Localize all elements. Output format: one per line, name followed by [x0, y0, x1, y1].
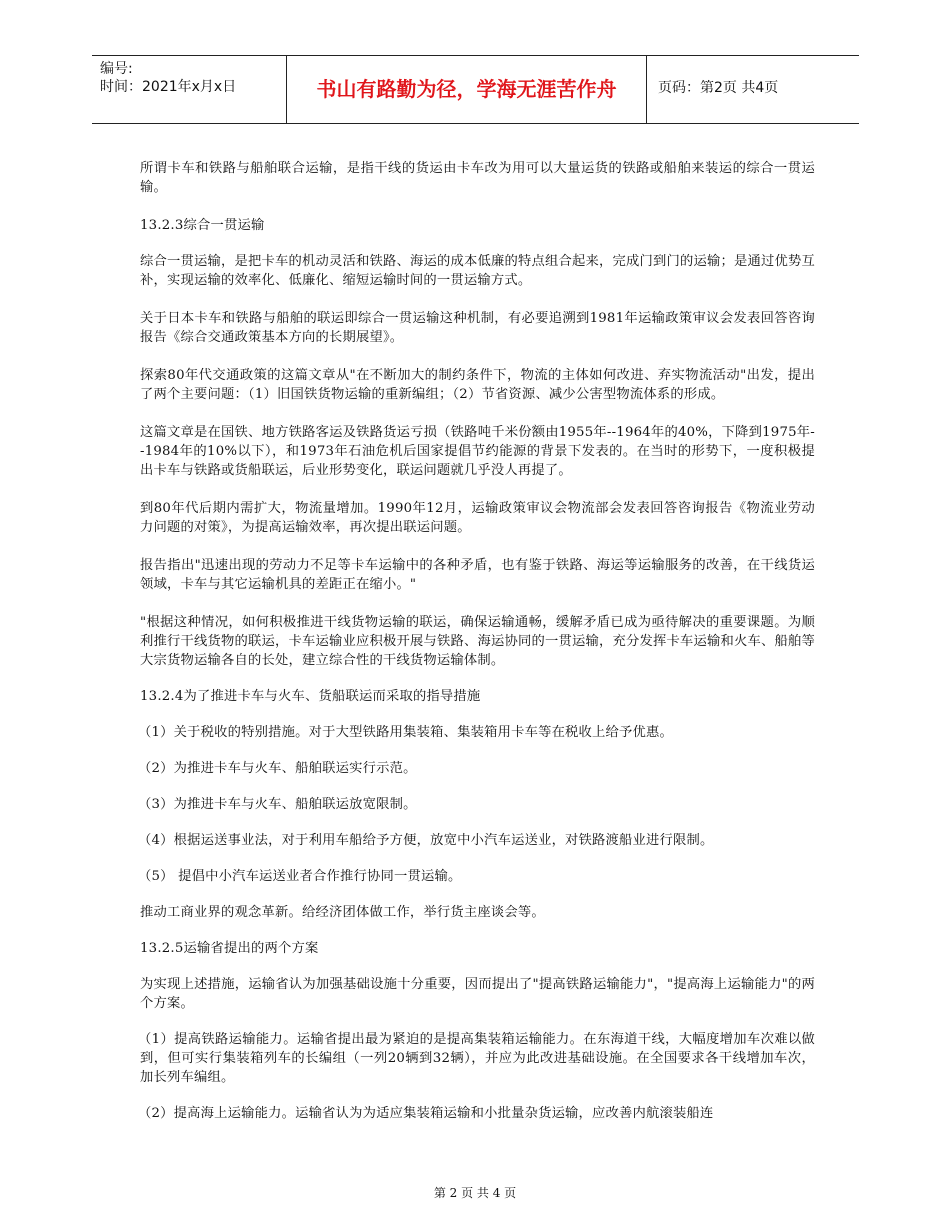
document-time-label: 时间：2021年x月x日: [100, 79, 237, 95]
header-meta: [100, 60, 236, 96]
paragraph: "根据这种情况，如何积极推进干线货物运输的联运，确保运输通畅，缓解矛盾已成为亟待解决的重要课题。为顺利推行干线货物的联运，卡车运输业应积极开展与铁路、海运协同的一贯运输，充分发挥卡车运输和火车、船舶等大宗货物运输各自的长处，建立综合性的干线货物运输体制。: [140, 615, 815, 668]
page-footer: 第 2 页 共 4 页: [433, 1186, 517, 1200]
paragraph: 探索80年代交通政策的这篇文章从"在不断加大的制约条件下，物流的主体如何改进、弃实物流活动"出发，提出了两个主要问题：（1）旧国铁货物运输的重新编组；（2）节省资源、减少公害型物流体系的形成。: [140, 368, 815, 402]
list-item: （1）关于税收的特别措施。对于大型铁路用集装箱、集装箱用卡车等在税收上给予优惠。: [138, 725, 674, 740]
paragraph: 为实现上述措施，运输省认为加强基础设施十分重要，因而提出了"提高铁路运输能力"，"提高海上运输能力"的两个方案。: [140, 977, 815, 1011]
section-heading: 13.2.5运输省提出的两个方案: [140, 941, 319, 956]
header-page-indicator: 页码：第2页 共4页: [658, 80, 779, 96]
list-item: （3）为推进卡车与火车、船舶联运放宽限制。: [138, 797, 417, 812]
page-header: [92, 55, 859, 124]
paragraph: 报告指出"迅速出现的劳动力不足等卡车运输中的各种矛盾，也有鉴于铁路、海运等运输服务的改善，在干线货运领域，卡车与其它运输机具的差距正在缩小。": [140, 558, 815, 592]
header-motto: 书山有路勤为径，学海无涯苦作舟: [316, 77, 617, 101]
header-divider: [646, 56, 647, 123]
paragraph: 综合一贯运输，是把卡车的机动灵活和铁路、海运的成本低廉的特点组合起来，完成门到门的运输；是通过优势互补，实现运输的效率化、低廉化、缩短运输时间的一贯运输方式。: [140, 254, 815, 288]
list-item: （5） 提倡中小汽车运送业者合作推行协同一贯运输。: [138, 869, 462, 884]
list-item: （2）为推进卡车与火车、船舶联运实行示范。: [138, 761, 417, 776]
paragraph: 到80年代后期内需扩大，物流量增加。1990年12月，运输政策审议会物流部会发表回答咨询报告《物流业劳动力问题的对策》，为提高运输效率，再次提出联运问题。: [140, 501, 815, 535]
section-heading: 13.2.4为了推进卡车与火车、货船联运而采取的指导措施: [140, 689, 481, 704]
paragraph: 关于日本卡车和铁路与船舶的联运即综合一贯运输这种机制，有必要追溯到1981年运输政策审议会发表回答咨询报告《综合交通政策基本方向的长期展望》。: [140, 311, 815, 345]
list-item: （4）根据运送事业法，对于利用车船给予方便，放宽中小汽车运送业，对铁路渡船业进行限制。: [138, 833, 714, 848]
list-item: （1）提高铁路运输能力。运输省提出最为紧迫的是提高集装箱运输能力。在东海道干线，大幅度增加车次难以做到，但可实行集装箱列车的长编组（一列20辆到32辆），并应为此改进基础设施。在全国要求各干线增加车次，加长列车编组。: [138, 1032, 815, 1085]
document-number-label: 编号:: [100, 61, 133, 77]
list-item: （2）提高海上运输能力。运输省认为为适应集装箱运输和小批量杂货运输，应改善内航滚装船连: [138, 1106, 714, 1121]
document-body: [140, 159, 815, 1123]
section-heading: 13.2.3综合一贯运输: [140, 218, 265, 233]
paragraph: 推动工商业界的观念革新。给经济团体做工作，举行货主座谈会等。: [140, 905, 545, 920]
paragraph: 所谓卡车和铁路与船舶联合运输，是指干线的货运由卡车改为用可以大量运货的铁路或船舶来装运的综合一贯运输。: [140, 161, 815, 195]
paragraph: 这篇文章是在国铁、地方铁路客运及铁路货运亏损（铁路吨千米份额由1955年--1964年的40%，下降到1975年--1984年的10%以下），和1973年石油危机后国家提倡节约能源的背景下发表的。在当时的形势下，一度积极提出卡车与铁路或货船联运，后业形势变化，联运问题就几乎没人再提了。: [140, 425, 815, 478]
